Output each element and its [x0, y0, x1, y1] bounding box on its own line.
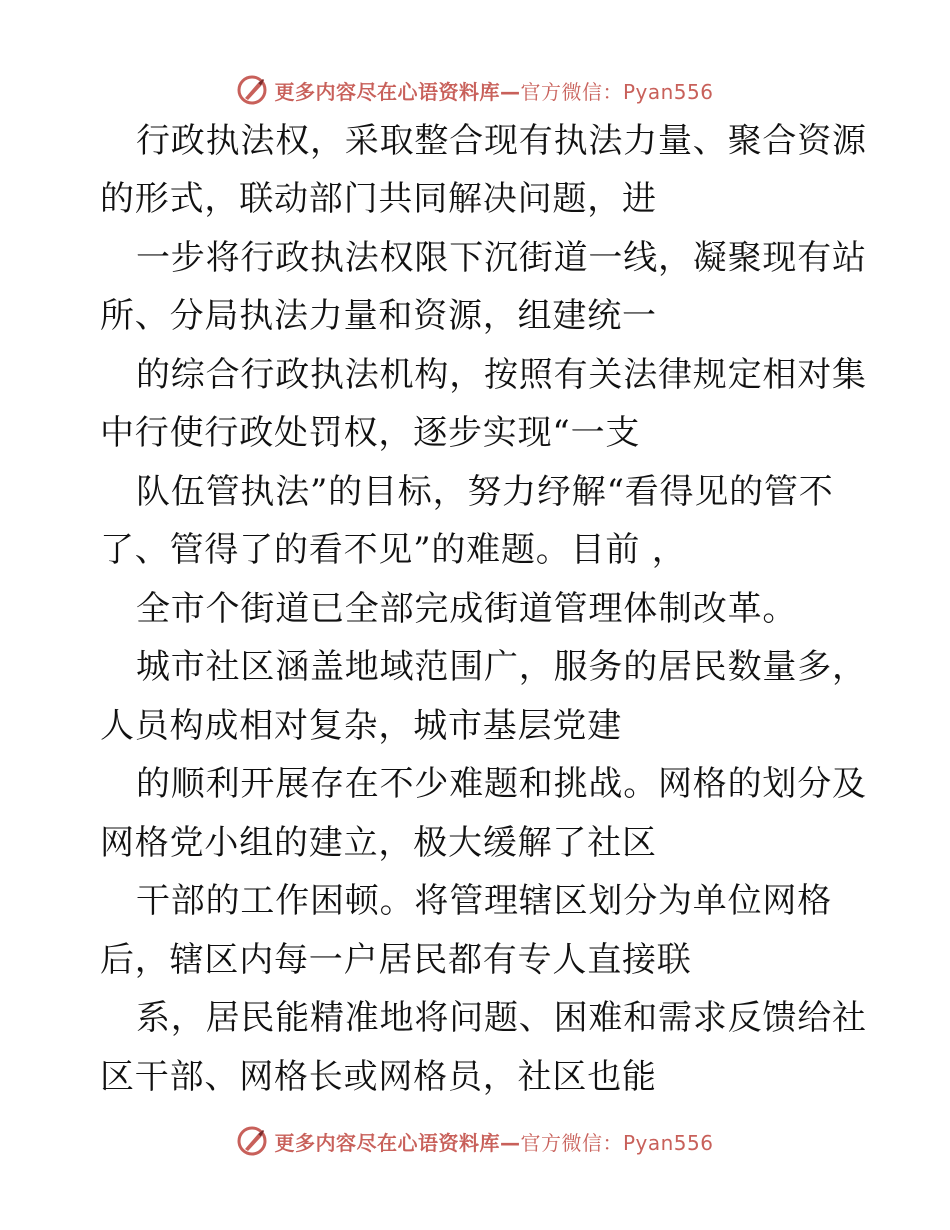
body-line-13: 网格党小组的建立，极大缓解了社区: [100, 823, 657, 863]
watermark-main: 更多内容尽在心语资料库: [274, 79, 500, 104]
header-watermark: [0, 70, 950, 110]
watermark-main: 更多内容尽在心语资料库: [274, 1130, 500, 1155]
body-line-16: 系，居民能精准地将问题、困难和需求反馈给社: [136, 998, 867, 1038]
body-line-12: 的顺利开展存在不少难题和挑战。网格的划分及: [136, 764, 867, 804]
watermark-separator: —: [499, 79, 521, 104]
footer-watermark: [0, 1121, 950, 1161]
body-line-7: 队伍管执法”的目标，努力纾解“看得见的管不: [136, 472, 834, 512]
watermark-wechat: 官方微信：Pyan556: [520, 79, 714, 104]
watermark-separator: —: [499, 1130, 521, 1155]
body-line-6: 中行使行政处罚权，逐步实现“一支: [100, 413, 641, 453]
body-line-4: 所、分局执法力量和资源，组建统一: [100, 296, 657, 336]
body-line-15: 后，辖区内每一户居民都有专人直接联: [100, 940, 692, 980]
body-line-8: 了、管得了的看不见”的难题。目前 ，: [100, 530, 687, 570]
quill-pen-logo-icon: [236, 74, 268, 106]
watermark-text: [274, 76, 713, 105]
body-line-17: 区干部、网格长或网格员，社区也能: [100, 1057, 657, 1097]
watermark-text: [274, 1127, 713, 1156]
body-line-10: 城市社区涵盖地域范围广，服务的居民数量多，: [136, 647, 867, 687]
quill-pen-logo-icon: [236, 1125, 268, 1157]
body-line-5: 的综合行政执法机构，按照有关法律规定相对集: [136, 355, 867, 395]
body-line-11: 人员构成相对复杂，城市基层党建: [100, 706, 622, 746]
body-line-2: 的形式，联动部门共同解决问题，进: [100, 179, 657, 219]
body-line-9: 全市个街道已全部完成街道管理体制改革。: [136, 589, 798, 629]
body-line-1: 行政执法权，采取整合现有执法力量、聚合资源: [136, 121, 867, 161]
body-line-3: 一步将行政执法权限下沉街道一线，凝聚现有站: [136, 238, 867, 278]
watermark-wechat: 官方微信：Pyan556: [520, 1130, 714, 1155]
body-line-14: 干部的工作困顿。将管理辖区划分为单位网格: [136, 881, 832, 921]
